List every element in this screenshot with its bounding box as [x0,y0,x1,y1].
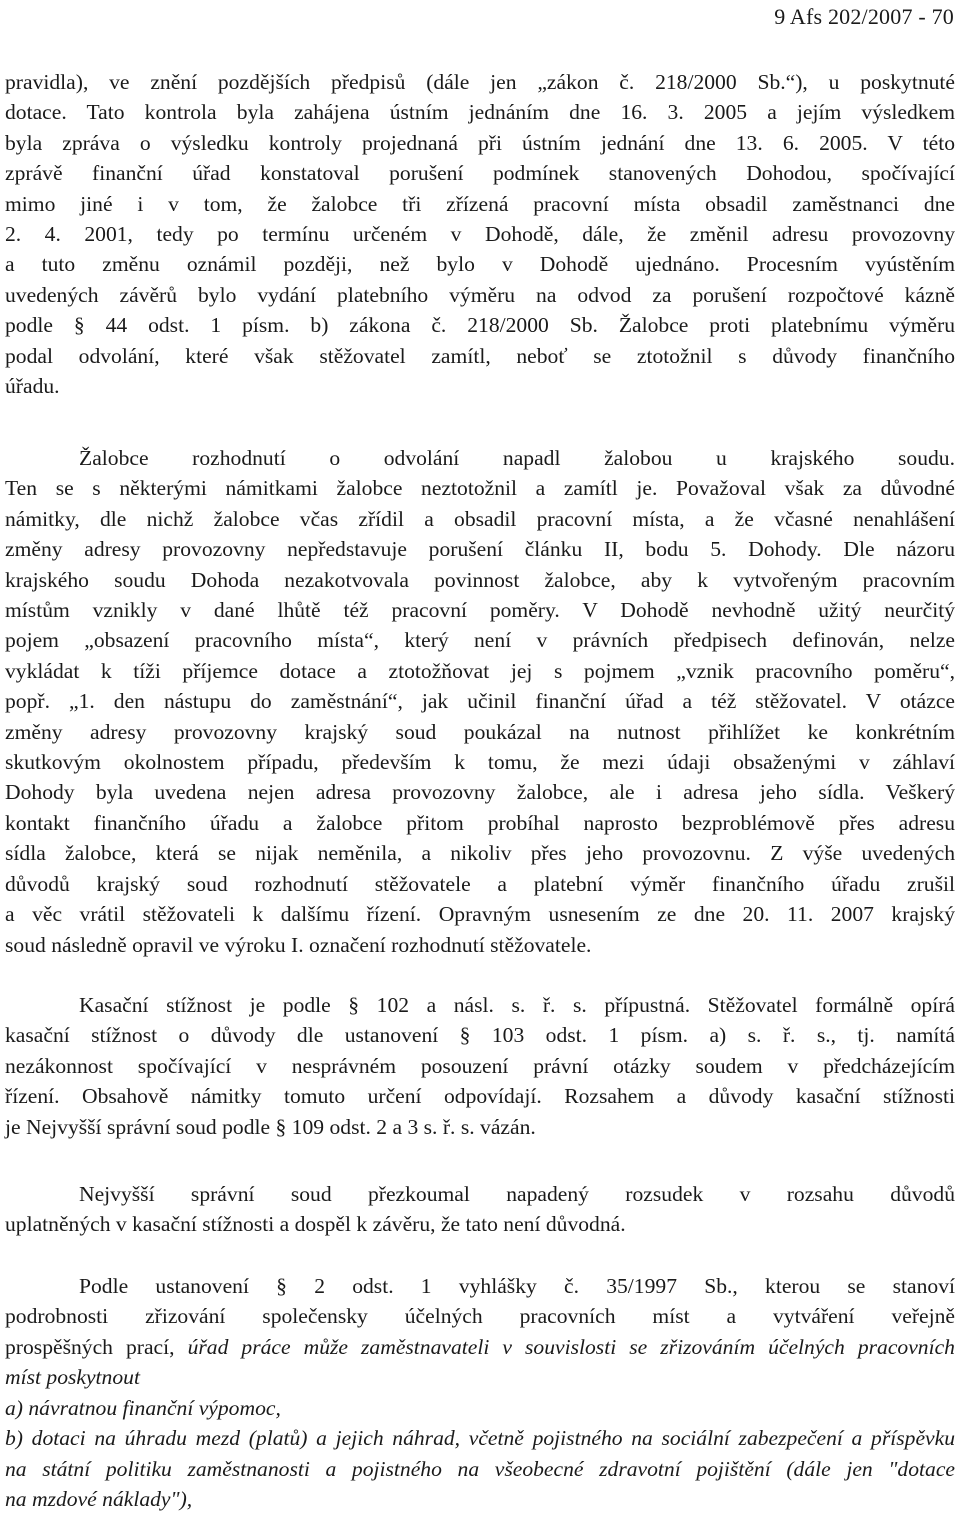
text-line: uvedených závěrů bylo vydání platebního výměru na odvod za porušení rozpočtové kázně [5,282,955,307]
text-line: a věc vrátil stěžovateli k dalšímu řízení. Opravným usnesením ze dne 20. 11. 2007 krajský [5,902,955,927]
text-line: podle § 44 odst. 1 písm. b) zákona č. 218/2000 Sb. Žalobce proti platebnímu výměru [5,313,955,338]
text-line: Podle ustanovení § 2 odst. 1 vyhlášky č. 35/1997 Sb., kterou se stanoví [79,1274,955,1298]
text-line: 2. 4. 2001, tedy po termínu určeném v Dohodě, dále, že změnil adresu provozovny [5,222,955,247]
paragraph-3 [5,990,955,1142]
list-item: b) dotaci na úhradu mezd (platů) a jejich náhrad, včetně pojistného na sociální zabezpečení a příspěvku [5,1426,955,1451]
italic-quote-run: úřad práce může zaměstnavateli v souvislosti se zřizováním účelných pracovních [187,1334,955,1359]
text-line: podrobnosti zřizování společensky účelných pracovních míst a vytváření veřejně [5,1304,955,1329]
paragraph-2 [5,443,955,960]
text-line: skutkovým okolnostem případu, především k tomu, že mezi údaji obsaženými v záhlaví [5,750,955,775]
text-line: zprávě finanční úřad konstatoval porušení podmínek stanovených Dohodou, spočívající [5,161,955,186]
text-line: Kasační stížnost je podle § 102 a násl. s. ř. s. přípustná. Stěžovatel formálně opírá [79,993,955,1017]
page-header-reference: 9 Afs 202/2007 - 70 [774,4,954,29]
text-run: prospěšných prací, [5,1334,188,1359]
text-line: na státní politiku zaměstnanosti a pojistného na všeobecné zdravotní pojištění (dále jen "dotace [5,1456,955,1481]
text-line: sídla žalobce, která se nijak neměnila, a nikoliv přes jeho provozovnu. Z výše uvedených [5,841,955,866]
text-line: změny adresy provozovny nepředstavuje porušení článku II, bodu 5. Dohody. Dle názoru [5,537,955,562]
text-line: míst poskytnout [5,1365,140,1390]
text-line: popř. „1. den nástupu do zaměstnání“, jak učinil finanční úřad a též stěžovatel. V otázce [5,689,955,714]
text-line: a tuto změnu oznámil později, než bylo v Dohodě ujednáno. Procesním vyústěním [5,252,955,277]
text-line: pravidla), ve znění pozdějších předpisů (dále jen „zákon č. 218/2000 Sb.“), u poskytnuté [5,70,955,94]
text-line: Nejvyšší správní soud přezkoumal napadený rozsudek v rozsahu důvodů [79,1182,955,1206]
text-line: uplatněných v kasační stížnosti a dospěl k závěru, že tato není důvodná. [5,1212,626,1237]
paragraph-1 [5,67,955,401]
text-line: krajského soudu Dohoda nezakotvovala povinnost žalobce, aby k vytvořeným pracovním [5,567,955,592]
text-line: místům vznikly v dané lhůtě též pracovní poměry. V Dohodě nevhodně užitý neurčitý [5,598,955,623]
text-line: soud následně opravil ve výroku I. označení rozhodnutí stěžovatele. [5,932,592,957]
text-line: nezákonnost spočívající v nesprávném posouzení právní otázky soudem v předcházejícím [5,1053,955,1078]
text-line: námitky, dle nichž žalobce včas zřídil a obsadil pracovní místa, a že včasné nenahlášení [5,506,955,531]
text-line: řízení. Obsahově námitky tomuto určení odpovídají. Rozsahem a důvody kasační stížnosti [5,1084,955,1109]
text-line: vykládat k tíži příjemce dotace a ztotožňovat jej s pojmem „vznik pracovního poměru“, [5,658,955,683]
text-line: Ten se s některými námitkami žalobce neztotožnil a zamítl je. Považoval však za důvodné [5,476,955,501]
paragraph-4 [5,1179,955,1240]
text-line [5,1332,955,1362]
text-line: změny adresy provozovny krajský soud poukázal na nutnost přihlížet ke konkrétním [5,719,955,744]
text-line: byla zpráva o výsledku kontroly projednaná při ústním jednání dne 13. 6. 2005. V této [5,130,955,155]
text-line: podal odvolání, které však stěžovatel zamítl, neboť se ztotožnil s důvody finančního [5,343,955,368]
text-line: důvodů krajský soud rozhodnutí stěžovatele a platební výměr finančního úřadu zrušil [5,871,955,896]
text-line: dotace. Tato kontrola byla zahájena ústním jednáním dne 16. 3. 2005 a jejím výsledkem [5,100,955,125]
text-line: Dohody byla uvedena nejen adresa provozovny žalobce, ale i adresa jeho sídla. Veškerý [5,780,955,805]
list-item: a) návratnou finanční výpomoc, [5,1396,281,1420]
text-line: mimo jiné i v tom, že žalobce tři zřízená pracovní místa obsadil zaměstnanci dne [5,191,955,216]
text-line: Žalobce rozhodnutí o odvolání napadl žalobou u krajského soudu. [79,446,955,470]
text-line: na mzdové náklady"), [5,1487,193,1512]
text-line: pojem „obsazení pracovního místa“, který není v právních předpisech definován, nelze [5,628,955,653]
text-line: úřadu. [5,374,60,399]
paragraph-5 [5,1271,955,1393]
paragraph-6-quoted-list [5,1393,955,1515]
text-line: kontakt finančního úřadu a žalobce přitom probíhal naprosto bezproblémově přes adresu [5,810,955,835]
text-line: kasační stížnost o důvody dle ustanovení § 103 odst. 1 písm. a) s. ř. s., tj. namítá [5,1023,955,1048]
text-line: je Nejvyšší správní soud podle § 109 odst. 2 a 3 s. ř. s. vázán. [5,1114,536,1139]
